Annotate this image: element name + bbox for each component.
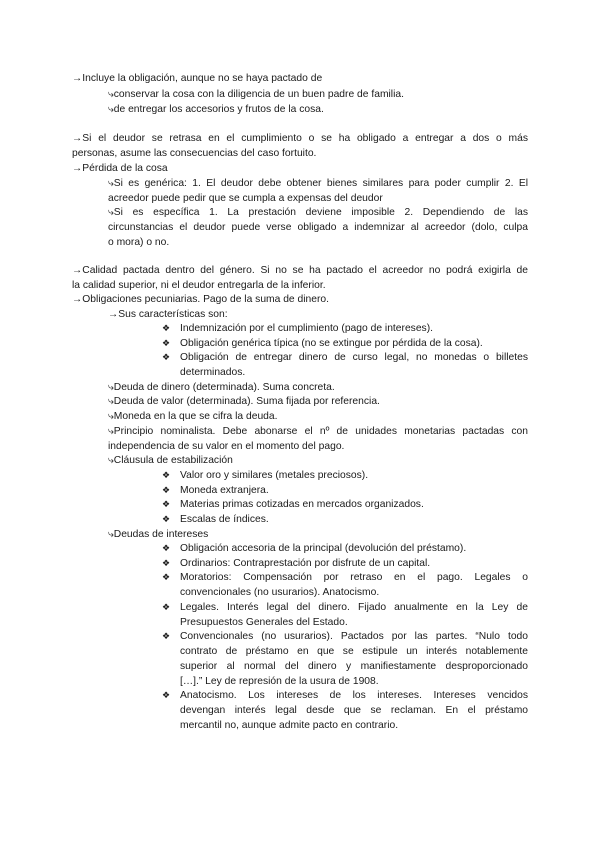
calidad-line-2: la calidad superior, ni el deudor entregarla de la inferior. xyxy=(72,280,326,291)
bullet-diamond-icon: ❖ xyxy=(162,543,171,553)
especifica-line-1: ⤷Si es específica 1. La prestación deviene imposible 2. Dependiendo de las xyxy=(108,207,528,218)
incluye-item-2: ⤷de entregar los accesorios y frutos de la cosa. xyxy=(108,104,324,115)
retraso-line-2: personas, asume las consecuencias del caso fortuito. xyxy=(72,148,317,159)
caracteristica-item xyxy=(162,350,528,380)
caracteristicas-heading: →Sus características son: xyxy=(108,309,228,320)
interes-item xyxy=(162,556,430,571)
interes-item xyxy=(162,629,528,689)
bullet-diamond-icon: ❖ xyxy=(162,470,171,480)
especifica-line-3: o mora) o no. xyxy=(108,237,170,248)
interes-line: contrato de préstamo en que se estipule un interés notablemente xyxy=(180,646,528,657)
principio-line-2: independencia de su valor en el momento del pago. xyxy=(108,441,345,452)
bullet-diamond-icon: ❖ xyxy=(162,558,171,568)
estabilizacion-item xyxy=(162,512,269,527)
caracteristica-item xyxy=(162,336,483,351)
estabilizacion-text: Moneda extranjera. xyxy=(180,485,269,496)
estabilizacion-item xyxy=(162,483,269,498)
especifica-line-2: circunstancias el deudor puede verse obligado a indemnizar al acreedor (dolo, culpa xyxy=(108,222,528,233)
incluye-heading: →Incluye la obligación, aunque no se haya pactado de xyxy=(72,73,323,84)
clausula-heading: ⤷Cláusula de estabilización xyxy=(108,455,233,466)
bullet-diamond-icon: ❖ xyxy=(162,338,171,348)
interes-line: Presupuestos Generales del Estado. xyxy=(180,617,348,628)
perdida-heading: →Pérdida de la cosa xyxy=(72,163,168,174)
bullet-diamond-icon: ❖ xyxy=(162,690,171,700)
caracteristica-item xyxy=(162,321,433,336)
estabilizacion-item xyxy=(162,468,368,483)
bullet-diamond-icon: ❖ xyxy=(162,602,171,612)
generica-paragraph xyxy=(108,176,528,206)
deuda-valor-item: ⤷Deuda de valor (determinada). Suma fijada por referencia. xyxy=(108,396,380,407)
bullet-diamond-icon: ❖ xyxy=(162,352,171,362)
estabilizacion-text: Escalas de índices. xyxy=(180,514,269,525)
bullet-diamond-icon: ❖ xyxy=(162,514,171,524)
caracteristica-text xyxy=(180,350,528,380)
caracteristica-line-1: Obligación de entregar dinero de curso legal, no monedas o billetes xyxy=(180,352,528,363)
interes-text: Ordinarios: Contraprestación por disfrute de un capital. xyxy=(180,558,431,569)
interes-item xyxy=(162,688,528,733)
generica-line-2: acreedor puede pedir que se cumpla a expensas del deudor xyxy=(108,193,383,204)
retraso-line-1: →Si el deudor se retrasa en el cumplimiento o se ha obligado a entregar a dos o más xyxy=(72,133,528,144)
caracteristica-text: Indemnización por el cumplimiento (pago de intereses). xyxy=(180,323,433,334)
estabilizacion-item xyxy=(162,497,424,512)
bullet-diamond-icon: ❖ xyxy=(162,485,171,495)
interes-line: Anatocismo. Los intereses de los intereses. Intereses vencidos xyxy=(180,690,528,701)
interes-line: Moratorios: Compensación por retraso en el pago. Legales o xyxy=(180,572,528,583)
bullet-diamond-icon: ❖ xyxy=(162,631,171,641)
principio-paragraph xyxy=(108,424,528,454)
interes-text xyxy=(180,600,528,630)
interes-text xyxy=(180,688,528,733)
interes-line: mercantil no, aunque admite pacto en contrario. xyxy=(180,720,399,731)
calidad-line-1: →Calidad pactada dentro del género. Si no se ha pactado el acreedor no podrá exigirla de xyxy=(72,265,528,276)
obligaciones-heading: →Obligaciones pecuniarias. Pago de la suma de dinero. xyxy=(72,294,330,305)
interes-item xyxy=(162,541,466,556)
calidad-paragraph xyxy=(72,263,528,293)
bullet-diamond-icon: ❖ xyxy=(162,323,171,333)
interes-text: Obligación accesoria de la principal (devolución del préstamo). xyxy=(180,543,467,554)
deuda-dinero-item: ⤷Deuda de dinero (determinada). Suma concreta. xyxy=(108,382,335,393)
especifica-paragraph xyxy=(108,205,528,250)
generica-line-1: ⤷Si es genérica: 1. El deudor debe obtener bienes similares para poder cumplir 2. El xyxy=(108,178,528,189)
interes-line: convencionales (no usurarios). Anatocismo. xyxy=(180,587,380,598)
interes-item xyxy=(162,600,528,630)
caracteristica-line-2: determinados. xyxy=(180,367,246,378)
interes-line: Convencionales (no usurarios). Pactados por las partes. “Nulo todo xyxy=(180,631,528,642)
interes-line: devengan interés legal desde que se reclaman. En el préstamo xyxy=(180,705,528,716)
incluye-item-1: ⤷conservar la cosa con la diligencia de un buen padre de familia. xyxy=(108,89,404,100)
interes-line: superior al normal del dinero y manifiestamente desproporcionado xyxy=(180,661,528,672)
interes-line: […].” Ley de represión de la usura de 1908. xyxy=(180,676,379,687)
bullet-diamond-icon: ❖ xyxy=(162,499,171,509)
interes-item xyxy=(162,570,528,600)
interes-text xyxy=(180,570,528,600)
principio-line-1: ⤷Principio nominalista. Debe abonarse el nº de unidades monetarias pactadas con xyxy=(108,426,528,437)
bullet-diamond-icon: ❖ xyxy=(162,572,171,582)
retraso-paragraph xyxy=(72,131,528,161)
interes-line: Legales. Interés legal del dinero. Fijado anualmente en la Ley de xyxy=(180,602,528,613)
caracteristica-text: Obligación genérica típica (no se extingue por pérdida de la cosa). xyxy=(180,338,483,349)
estabilizacion-text: Valor oro y similares (metales preciosos). xyxy=(180,470,369,481)
estabilizacion-text: Materias primas cotizadas en mercados organizados. xyxy=(180,499,424,510)
moneda-item: ⤷Moneda en la que se cifra la deuda. xyxy=(108,411,278,422)
deudas-intereses-heading: ⤷Deudas de intereses xyxy=(108,529,209,540)
interes-text xyxy=(180,629,528,689)
